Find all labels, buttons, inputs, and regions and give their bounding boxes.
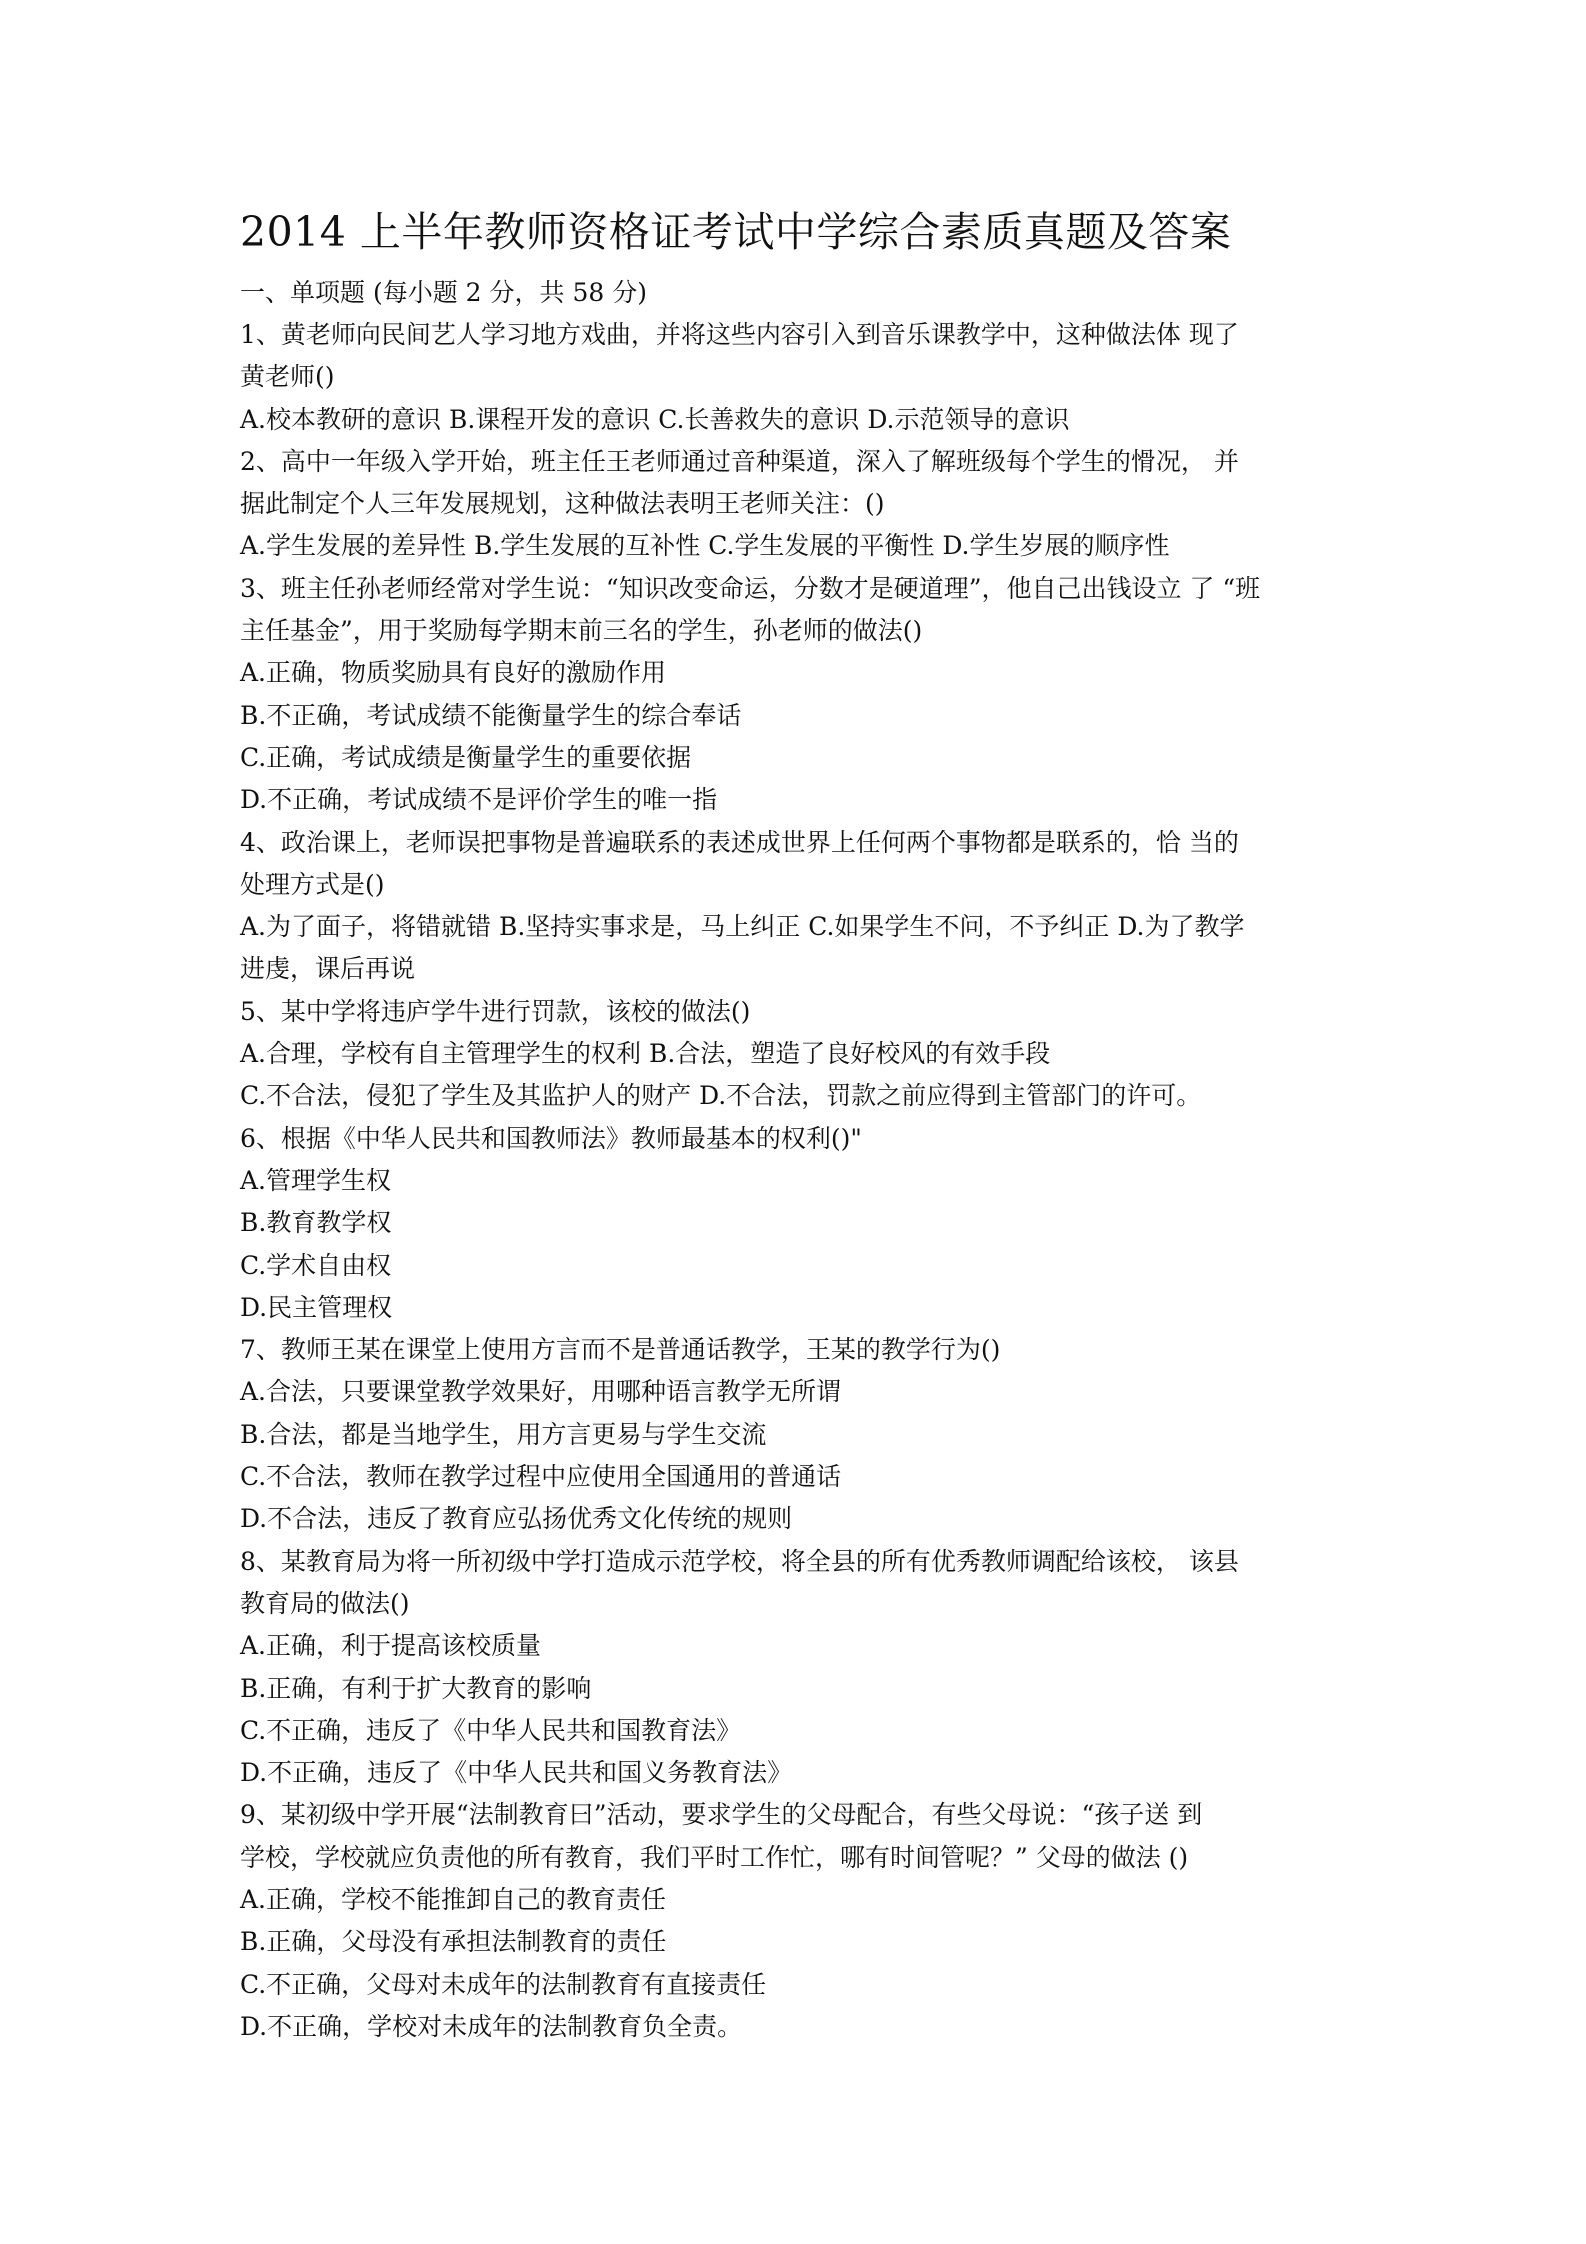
text-line: C.不正确，父母对未成年的法制教育有直接责任: [240, 1969, 767, 1999]
question-lines: [240, 314, 1350, 2048]
text-line: 2、高中一年级入学开始，班主任王老师通过音种渠道，深入了解班级每个学生的愲况， 并: [240, 446, 1239, 476]
text-line: A.正确，学校不能推卸自己的教育责任: [240, 1884, 667, 1914]
document-body: [240, 200, 1350, 2048]
text-line: D.不正确，违反了《中华人民共和国义务教育法》: [240, 1758, 793, 1788]
text-line: C.不合法，侵犯了学生及其监护人的财产 D.不合法，罚款之前应得到主管部门的许可。: [240, 1081, 1202, 1111]
text-line: 4、政治课上，老师误把事物是普遍联系的表述成世界上任何两个事物都是联系的，恰 当的: [240, 827, 1239, 857]
text-line: C.不合法，教师在教学过程中应使用全国通用的普通话: [240, 1462, 842, 1492]
text-line: 6、根据《中华人民共和国教师法》教师最基本的权利()": [240, 1123, 862, 1153]
text-line: C.学术自由权: [240, 1250, 392, 1280]
text-line: 据此制定个人三年发展规划，这种做法表明王老师关注：(): [240, 489, 885, 519]
text-line: B.不正确，考试成绩不能衡量学生的综合奉话: [240, 700, 742, 730]
text-line: 教育局的做法(): [240, 1588, 410, 1618]
document-title: 2014 上半年教师资格证考试中学综合素质真题及答案: [240, 208, 1232, 256]
text-line: 5、某中学将违庐学牛进行罚款，该校的做法(): [240, 996, 751, 1026]
text-line: A.正确，物质奖励具有良好的激励作用: [240, 658, 667, 688]
text-line: C.正确，考试成绩是衡量学生的重要依据: [240, 742, 692, 772]
text-line: 1、黄老师向民间艺人学习地方戏曲，并将这些内容引入到音乐课教学中，这种做法体 现了: [240, 320, 1239, 349]
text-line: D.民主管理权: [240, 1292, 393, 1322]
text-line: 黄老师(): [240, 362, 335, 392]
text-line: 处理方式是(): [240, 869, 385, 899]
text-line: A.正确，利于提高该校质量: [240, 1631, 542, 1661]
text-line: B.教育教学权: [240, 1208, 392, 1238]
text-line: A.合法，只要课堂教学效果好，用哪种语言教学无所谓: [240, 1377, 842, 1407]
text-line: A.管理学生权: [240, 1165, 392, 1195]
text-line: 进虔，课后再说: [240, 954, 416, 984]
text-line: A.校本教研的意识 B.课程开发的意识 C.长善救失的意识 D.示范领导的意识: [240, 404, 1070, 434]
text-line: A.为了面子，将错就错 B.坚持实事求是，马上纠正 C.如果学生不问，不予纠正 D.为了教学: [240, 912, 1245, 942]
text-line: A.合理，学校有自主管理学生的权利 B.合法，塑造了良好校风的有效手段: [240, 1039, 1051, 1069]
text-line: 学校，学校就应负责他的所有教育，我们平时工作忙，哪有时间管呢？” 父母的做法 (): [240, 1842, 1189, 1872]
text-line: D.不正确，考试成绩不是评价学生的唯一指: [240, 785, 718, 815]
text-line: B.合法，都是当地学生，用方言更易与学生交流: [240, 1419, 767, 1449]
section-heading: 一、单项题 (每小题 2 分，共 58 分): [240, 278, 647, 307]
text-line: 9、某初级中学开展“法制教育曰”活动，要求学生的父母配合，有些父母说：“孩子送 到: [240, 1800, 1203, 1830]
text-line: B.正确，父母没有承担法制教育的责任: [240, 1927, 667, 1957]
text-line: 7、教师王某在课堂上使用方言而不是普通话教学，王某的教学行为(): [240, 1335, 1001, 1365]
text-line: C.不正确，违反了《中华人民共和国教育法》: [240, 1715, 742, 1745]
text-line: D.不合法，违反了教育应弘扬优秀文化传统的规则: [240, 1504, 793, 1534]
text-line: A.学生发展的差异性 B.学生发展的互补性 C.学生发展的平衡性 D.学生岁展的顺序性: [240, 531, 1170, 561]
text-line: 3、班主任孙老师经常对学生说：“知识改变命运，分数才是硬道理”，他自己出钱设立 了 “班: [240, 573, 1261, 603]
text-line: 主任基金”，用于奖励每学期末前三名的学生，孙老师的做法(): [240, 616, 923, 646]
text-line: D.不正确，学校对未成年的法制教育负全责。: [240, 2011, 743, 2041]
text-line: 8、某教育局为将一所初级中学打造成示范学校，将全县的所有优秀教师调配给该校， 该县: [240, 1546, 1239, 1576]
text-line: B.正确，有利于扩大教育的影响: [240, 1673, 592, 1703]
